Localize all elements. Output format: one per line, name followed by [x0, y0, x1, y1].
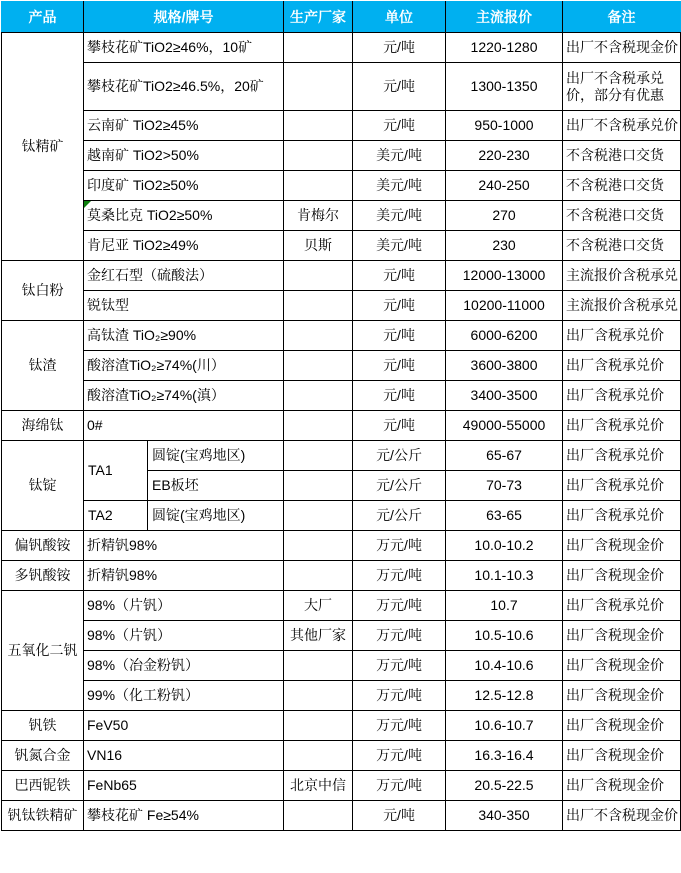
unit-cell: 元/吨 [353, 801, 446, 831]
unit-cell: 万元/吨 [353, 651, 446, 681]
unit-cell: 美元/吨 [353, 171, 446, 201]
spec-cell: 云南矿 TiO2≥45% [84, 111, 284, 141]
spec-cell: 攀枝花矿TiO2≥46%，10矿 [84, 33, 284, 63]
manufacturer-cell [284, 321, 353, 351]
unit-cell: 元/公斤 [353, 441, 446, 471]
manufacturer-cell [284, 381, 353, 411]
note-cell: 出厂含税现金价 [563, 561, 681, 591]
column-header-unit: 单位 [353, 2, 446, 33]
note-cell: 不含税港口交货 [563, 201, 681, 231]
manufacturer-cell [284, 531, 353, 561]
price-cell: 10.5-10.6 [446, 621, 563, 651]
price-cell: 3600-3800 [446, 351, 563, 381]
price-cell: 16.3-16.4 [446, 741, 563, 771]
column-header-note: 备注 [563, 2, 681, 33]
note-cell: 出厂不含税承兑价，部分有优惠 [563, 63, 681, 111]
manufacturer-cell [284, 141, 353, 171]
table-row [2, 441, 681, 471]
subspec-cell: 圆锭(宝鸡地区) [148, 501, 284, 531]
spec-cell: 折精钒98% [84, 561, 284, 591]
table-row [2, 33, 681, 63]
unit-cell: 美元/吨 [353, 231, 446, 261]
note-cell: 出厂含税承兑价 [563, 321, 681, 351]
note-cell: 出厂含税承兑价 [563, 591, 681, 621]
price-cell: 12.5-12.8 [446, 681, 563, 711]
unit-cell: 元/吨 [353, 321, 446, 351]
table-row [2, 321, 681, 351]
manufacturer-cell [284, 261, 353, 291]
product-cell: 钛锭 [2, 441, 84, 531]
note-cell: 不含税港口交货 [563, 141, 681, 171]
table-row [2, 651, 681, 681]
header-row [2, 2, 681, 33]
grade-cell: TA1 [84, 441, 148, 501]
table-row [2, 681, 681, 711]
table-row [2, 63, 681, 111]
manufacturer-cell [284, 471, 353, 501]
note-cell: 出厂含税承兑价 [563, 441, 681, 471]
note-cell: 出厂不含税现金价 [563, 33, 681, 63]
spec-cell: 高钛渣 TiO₂≥90% [84, 321, 284, 351]
manufacturer-cell [284, 63, 353, 111]
price-cell: 220-230 [446, 141, 563, 171]
price-cell: 10.1-10.3 [446, 561, 563, 591]
unit-cell: 美元/吨 [353, 201, 446, 231]
manufacturer-cell: 大厂 [284, 591, 353, 621]
manufacturer-cell [284, 741, 353, 771]
note-cell: 出厂含税现金价 [563, 741, 681, 771]
manufacturer-cell [284, 651, 353, 681]
manufacturer-cell [284, 171, 353, 201]
note-cell: 出厂含税现金价 [563, 711, 681, 741]
product-cell: 海绵钛 [2, 411, 84, 441]
spec-cell: 锐钛型 [84, 291, 284, 321]
unit-cell: 元/吨 [353, 261, 446, 291]
table-row [2, 741, 681, 771]
note-cell: 出厂不含税现金价 [563, 801, 681, 831]
manufacturer-cell [284, 711, 353, 741]
price-cell: 3400-3500 [446, 381, 563, 411]
unit-cell: 万元/吨 [353, 591, 446, 621]
note-cell: 出厂含税现金价 [563, 651, 681, 681]
comment-marker-icon [84, 201, 91, 208]
spec-cell: 越南矿 TiO2>50% [84, 141, 284, 171]
table-row [2, 111, 681, 141]
spec-cell: 肯尼亚 TiO2≥49% [84, 231, 284, 261]
subspec-cell: 圆锭(宝鸡地区) [148, 441, 284, 471]
table-row [2, 381, 681, 411]
unit-cell: 元/公斤 [353, 471, 446, 501]
table-row [2, 291, 681, 321]
spec-cell: 折精钒98% [84, 531, 284, 561]
table-row [2, 801, 681, 831]
product-cell: 钒铁 [2, 711, 84, 741]
note-cell: 出厂含税承兑价 [563, 471, 681, 501]
table-row [2, 771, 681, 801]
price-cell: 63-65 [446, 501, 563, 531]
spec-cell: FeNb65 [84, 771, 284, 801]
unit-cell: 元/吨 [353, 111, 446, 141]
unit-cell: 元/吨 [353, 411, 446, 441]
note-cell: 出厂含税现金价 [563, 771, 681, 801]
spec-cell: 莫桑比克 TiO2≥50% [84, 201, 284, 231]
price-cell: 10.4-10.6 [446, 651, 563, 681]
note-cell: 出厂含税承兑价 [563, 411, 681, 441]
price-cell: 1220-1280 [446, 33, 563, 63]
price-table [1, 1, 681, 831]
note-cell: 出厂含税承兑价 [563, 351, 681, 381]
note-cell: 出厂含税现金价 [563, 531, 681, 561]
manufacturer-cell: 贝斯 [284, 231, 353, 261]
spec-cell: 印度矿 TiO2≥50% [84, 171, 284, 201]
note-cell: 出厂含税承兑价 [563, 501, 681, 531]
product-cell: 多钒酸铵 [2, 561, 84, 591]
table-row [2, 231, 681, 261]
manufacturer-cell [284, 111, 353, 141]
spec-cell: 98%（片钒） [84, 621, 284, 651]
price-cell: 10.6-10.7 [446, 711, 563, 741]
unit-cell: 元/公斤 [353, 501, 446, 531]
price-cell: 70-73 [446, 471, 563, 501]
price-cell: 10.7 [446, 591, 563, 621]
note-cell: 不含税港口交货 [563, 231, 681, 261]
table-row [2, 411, 681, 441]
price-cell: 10200-11000 [446, 291, 563, 321]
manufacturer-cell [284, 681, 353, 711]
unit-cell: 美元/吨 [353, 141, 446, 171]
price-cell: 12000-13000 [446, 261, 563, 291]
spec-cell: 酸溶渣TiO₂≥74%(滇） [84, 381, 284, 411]
note-cell: 主流报价含税承兑 [563, 291, 681, 321]
unit-cell: 元/吨 [353, 291, 446, 321]
product-cell: 钒钛铁精矿 [2, 801, 84, 831]
price-cell: 10.0-10.2 [446, 531, 563, 561]
table-row [2, 501, 681, 531]
spec-cell: 98%（片钒） [84, 591, 284, 621]
manufacturer-cell [284, 561, 353, 591]
table-body [2, 33, 681, 831]
subspec-cell: EB板坯 [148, 471, 284, 501]
price-cell: 1300-1350 [446, 63, 563, 111]
price-cell: 240-250 [446, 171, 563, 201]
manufacturer-cell: 其他厂家 [284, 621, 353, 651]
spec-cell: 金红石型（硫酸法） [84, 261, 284, 291]
manufacturer-cell: 肯梅尔 [284, 201, 353, 231]
spec-cell: 0# [84, 411, 284, 441]
product-cell: 巴西铌铁 [2, 771, 84, 801]
unit-cell: 万元/吨 [353, 681, 446, 711]
price-cell: 49000-55000 [446, 411, 563, 441]
table-row [2, 261, 681, 291]
note-cell: 出厂含税承兑价 [563, 381, 681, 411]
spec-cell: FeV50 [84, 711, 284, 741]
product-cell: 钛白粉 [2, 261, 84, 321]
unit-cell: 元/吨 [353, 33, 446, 63]
table-row [2, 531, 681, 561]
unit-cell: 元/吨 [353, 351, 446, 381]
note-cell: 出厂不含税承兑价 [563, 111, 681, 141]
price-cell: 65-67 [446, 441, 563, 471]
unit-cell: 万元/吨 [353, 741, 446, 771]
product-cell: 钛渣 [2, 321, 84, 411]
unit-cell: 元/吨 [353, 63, 446, 111]
price-cell: 950-1000 [446, 111, 563, 141]
unit-cell: 元/吨 [353, 381, 446, 411]
manufacturer-cell [284, 351, 353, 381]
manufacturer-cell [284, 501, 353, 531]
table-row [2, 621, 681, 651]
unit-cell: 万元/吨 [353, 771, 446, 801]
spec-cell: 酸溶渣TiO₂≥74%(川） [84, 351, 284, 381]
product-cell: 钛精矿 [2, 33, 84, 261]
manufacturer-cell [284, 291, 353, 321]
table-row [2, 711, 681, 741]
note-cell: 出厂含税现金价 [563, 681, 681, 711]
price-cell: 230 [446, 231, 563, 261]
spec-cell: 98%（冶金粉钒） [84, 651, 284, 681]
manufacturer-cell [284, 33, 353, 63]
product-cell: 五氧化二钒 [2, 591, 84, 711]
manufacturer-cell: 北京中信 [284, 771, 353, 801]
unit-cell: 万元/吨 [353, 711, 446, 741]
column-header-product: 产品 [2, 2, 84, 33]
spec-cell: 攀枝花矿TiO2≥46.5%，20矿 [84, 63, 284, 111]
product-cell: 偏钒酸铵 [2, 531, 84, 561]
price-cell: 20.5-22.5 [446, 771, 563, 801]
unit-cell: 万元/吨 [353, 531, 446, 561]
price-cell: 6000-6200 [446, 321, 563, 351]
table-row [2, 201, 681, 231]
table-row [2, 171, 681, 201]
note-cell: 不含税港口交货 [563, 171, 681, 201]
table-row [2, 351, 681, 381]
manufacturer-cell [284, 411, 353, 441]
manufacturer-cell [284, 441, 353, 471]
note-cell: 主流报价含税承兑 [563, 261, 681, 291]
column-header-manufacturer: 生产厂家 [284, 2, 353, 33]
table-row [2, 561, 681, 591]
grade-cell: TA2 [84, 501, 148, 531]
note-cell: 出厂含税现金价 [563, 621, 681, 651]
unit-cell: 万元/吨 [353, 621, 446, 651]
manufacturer-cell [284, 801, 353, 831]
product-cell: 钒氮合金 [2, 741, 84, 771]
column-header-spec: 规格/牌号 [84, 2, 284, 33]
table-row [2, 141, 681, 171]
spec-cell: 99%（化工粉钒） [84, 681, 284, 711]
price-cell: 340-350 [446, 801, 563, 831]
spec-cell: VN16 [84, 741, 284, 771]
price-cell: 270 [446, 201, 563, 231]
table-row [2, 591, 681, 621]
unit-cell: 万元/吨 [353, 561, 446, 591]
column-header-price: 主流报价 [446, 2, 563, 33]
spec-cell: 攀枝花矿 Fe≥54% [84, 801, 284, 831]
